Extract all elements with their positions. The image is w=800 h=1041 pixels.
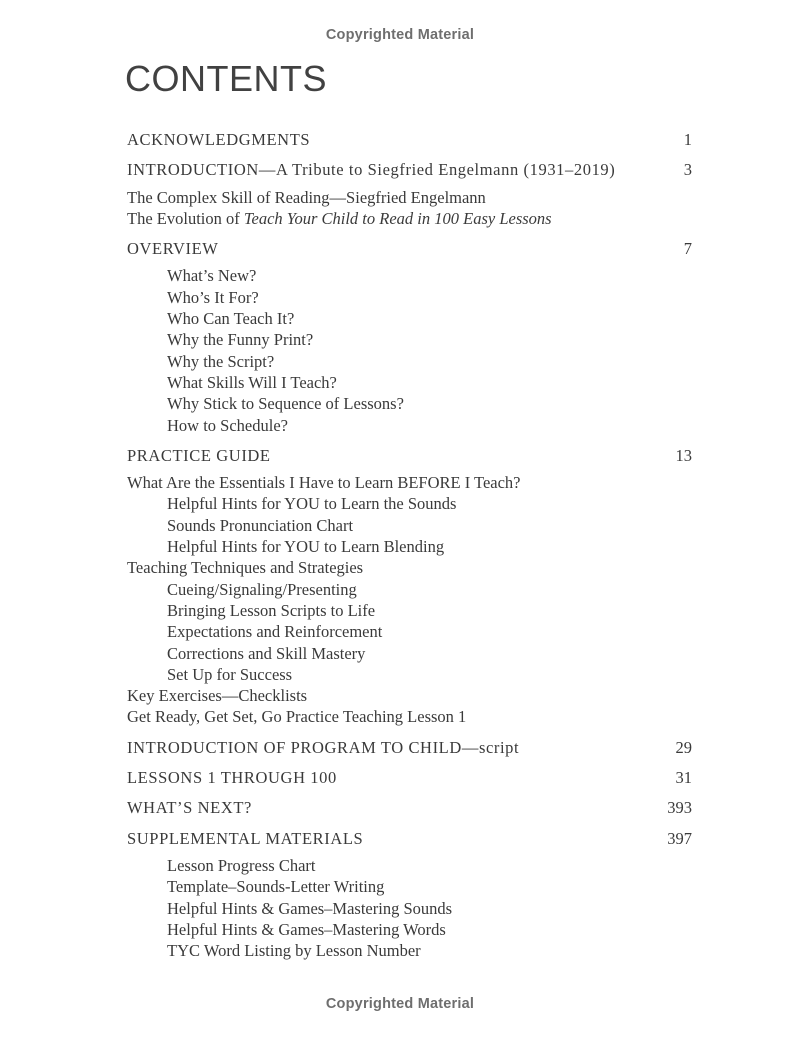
toc-entry-row xyxy=(127,515,692,536)
toc-page-number: 1 xyxy=(683,130,692,149)
toc-entry-label: Why the Script? xyxy=(167,351,275,371)
toc-entry-label: Bringing Lesson Scripts to Life xyxy=(167,600,376,620)
toc-heading-label: SUPPLEMENTAL MATERIALS xyxy=(127,828,364,848)
toc-entry-row xyxy=(127,643,692,664)
toc-entry-row xyxy=(127,536,692,557)
toc-heading-row xyxy=(127,797,692,818)
toc-entry-row xyxy=(127,600,692,621)
toc-heading-row xyxy=(127,767,692,788)
toc-entry-row xyxy=(127,187,692,208)
toc-entry-row xyxy=(127,919,692,940)
toc-page-number: 13 xyxy=(675,445,692,465)
toc-page-number: 3 xyxy=(683,160,692,180)
toc-entry-label: What’s New? xyxy=(167,266,257,286)
toc-heading-label: ACKNOWLEDGMENTS xyxy=(127,130,311,149)
toc-page-number: 29 xyxy=(675,737,692,757)
toc-entry-row xyxy=(127,493,692,514)
toc-heading-label: OVERVIEW xyxy=(127,239,219,259)
toc-entry-label: The Complex Skill of Reading—Siegfried Engelmann xyxy=(127,187,486,207)
toc-heading-label: LESSONS 1 THROUGH 100 xyxy=(127,768,337,788)
toc-entry-label: How to Schedule? xyxy=(167,415,288,435)
toc-entry-italic-title: Teach Your Child to Read in 100 Easy Lessons xyxy=(243,208,552,228)
toc-entry-label: Sounds Pronunciation Chart xyxy=(167,515,354,535)
toc-entry-label: Why the Funny Print? xyxy=(167,330,314,350)
toc-entry-label: Helpful Hints for YOU to Learn Blending xyxy=(167,537,445,557)
toc-entry-label: Helpful Hints & Games–Mastering Words xyxy=(167,919,446,939)
toc-entry-label: Expectations and Reinforcement xyxy=(167,622,383,642)
toc-entry-label: Who Can Teach It? xyxy=(167,309,295,329)
toc-entry-label: Get Ready, Get Set, Go Practice Teaching Lesson 1 xyxy=(127,707,467,727)
toc-entry-row xyxy=(127,415,692,436)
toc-entry-label: Corrections and Skill Mastery xyxy=(167,643,366,663)
toc-entry-row xyxy=(127,855,692,876)
toc-list xyxy=(127,129,692,961)
toc-entry-row xyxy=(127,876,692,897)
toc-entry-row xyxy=(127,898,692,919)
toc-heading-label: INTRODUCTION OF PROGRAM TO CHILD—script xyxy=(127,737,520,757)
toc-entry-row xyxy=(127,287,692,308)
toc-entry-label: Set Up for Success xyxy=(167,664,293,684)
page-title: CONTENTS xyxy=(125,58,327,99)
toc-heading-row xyxy=(127,737,692,758)
copyright-notice-top: Copyrighted Material xyxy=(325,27,475,43)
toc-heading-label: INTRODUCTION—A Tribute to Siegfried Engelmann (1931–2019) xyxy=(127,160,616,180)
toc-entry-row xyxy=(127,265,692,286)
toc-entry-row xyxy=(127,664,692,685)
copyright-notice-bottom: Copyrighted Material xyxy=(325,996,475,1012)
toc-entry-row xyxy=(127,351,692,372)
toc-entry-label: Helpful Hints for YOU to Learn the Sounds xyxy=(167,494,457,514)
toc-entry-row xyxy=(127,329,692,350)
toc-entry-row xyxy=(127,372,692,393)
toc-entry-label: TYC Word Listing by Lesson Number xyxy=(167,941,421,961)
toc-entry-label: Lesson Progress Chart xyxy=(167,855,316,875)
toc-entry-row xyxy=(127,579,692,600)
toc-heading-row xyxy=(127,159,692,180)
toc-entry-row xyxy=(127,706,692,727)
toc-heading-label: PRACTICE GUIDE xyxy=(127,445,271,465)
toc-entry-row xyxy=(127,393,692,414)
toc-entry-row xyxy=(127,685,692,706)
toc-heading-row xyxy=(127,445,692,466)
toc-heading-row xyxy=(127,238,692,259)
toc-page-number: 7 xyxy=(683,239,692,259)
toc-entry-label: The Evolution of Teach Your Child to Read in 100 Easy Lessons xyxy=(127,208,552,228)
toc-entry-row xyxy=(127,308,692,329)
toc-page-number: 393 xyxy=(667,798,692,818)
toc-entry-label: Cueing/Signaling/Presenting xyxy=(167,579,357,599)
toc-heading-row xyxy=(127,129,692,150)
toc-heading-label: WHAT’S NEXT? xyxy=(127,798,252,818)
toc-entry-row xyxy=(127,208,692,229)
toc-page-number: 397 xyxy=(667,828,692,848)
toc-entry-label: What Are the Essentials I Have to Learn BEFORE I Teach? xyxy=(127,473,521,493)
toc-entry-label: What Skills Will I Teach? xyxy=(167,372,337,392)
toc-entry-label: Helpful Hints & Games–Mastering Sounds xyxy=(167,898,453,918)
toc-entry-label: Teaching Techniques and Strategies xyxy=(127,558,364,578)
toc-entry-row xyxy=(127,557,692,578)
toc-heading-row xyxy=(127,828,692,849)
toc-page-number: 31 xyxy=(675,768,692,788)
toc-entry-row xyxy=(127,621,692,642)
toc-entry-row xyxy=(127,940,692,961)
toc-entry-row xyxy=(127,472,692,493)
toc-entry-label: Why Stick to Sequence of Lessons? xyxy=(167,394,404,414)
toc-entry-label: Template–Sounds-Letter Writing xyxy=(167,877,385,897)
toc-entry-label: Key Exercises—Checklists xyxy=(127,686,308,706)
toc-entry-label: Who’s It For? xyxy=(167,287,259,307)
